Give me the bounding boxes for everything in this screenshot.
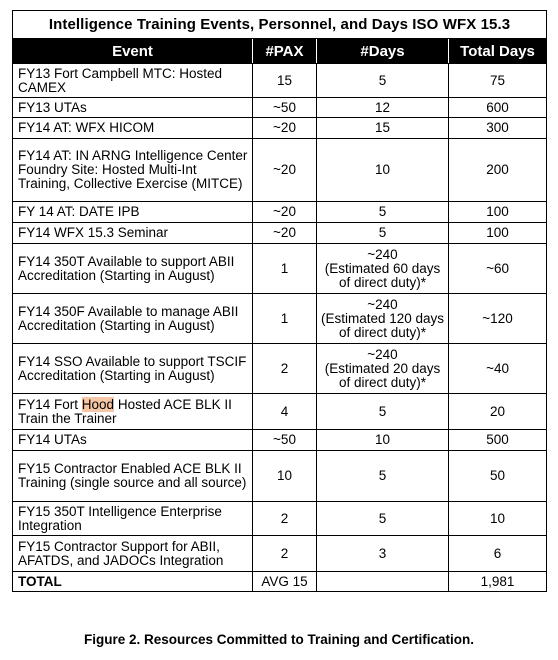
col-header-event: Event bbox=[13, 39, 253, 64]
pax-cell: 2 bbox=[253, 502, 317, 536]
event-cell: FY15 Contractor Support for ABII, AFATDS, and JADOCs Integration bbox=[13, 536, 253, 572]
days-cell bbox=[317, 344, 449, 394]
days-cell bbox=[317, 502, 449, 536]
days-cell bbox=[317, 294, 449, 344]
table-row bbox=[13, 118, 547, 139]
days-text: 5 bbox=[378, 510, 387, 526]
resources-table bbox=[12, 10, 547, 592]
days-cell bbox=[317, 64, 449, 98]
event-cell: FY13 Fort Campbell MTC: Hosted CAMEX bbox=[13, 64, 253, 98]
days-cell bbox=[317, 430, 449, 451]
total-days-cell: 20 bbox=[449, 394, 547, 430]
table-row bbox=[13, 98, 547, 118]
event-cell: FY14 WFX 15.3 Seminar bbox=[13, 223, 253, 244]
days-text: 15 bbox=[374, 120, 391, 135]
event-cell bbox=[13, 394, 253, 430]
event-cell: FY15 350T Intelligence Enterprise Integration bbox=[13, 502, 253, 536]
col-header-pax: #PAX bbox=[253, 39, 317, 64]
days-text: (Estimated 20 days bbox=[324, 360, 441, 376]
days-cell bbox=[317, 536, 449, 572]
pax-cell: 4 bbox=[253, 394, 317, 430]
table-row bbox=[13, 64, 547, 98]
pax-cell: 10 bbox=[253, 451, 317, 502]
table-row bbox=[13, 244, 547, 294]
total-pax: AVG 15 bbox=[253, 572, 317, 592]
days-text: 5 bbox=[378, 72, 387, 88]
table-row bbox=[13, 430, 547, 451]
pax-cell: ~20 bbox=[253, 223, 317, 244]
event-cell: FY 14 AT: DATE IPB bbox=[13, 202, 253, 223]
col-header-total-days: Total Days bbox=[449, 39, 547, 64]
total-label: TOTAL bbox=[13, 572, 253, 592]
days-text: (Estimated 60 days bbox=[324, 260, 441, 276]
days-text: 3 bbox=[378, 545, 387, 561]
total-days-blank bbox=[317, 572, 449, 592]
days-text: ~240 bbox=[367, 346, 398, 362]
event-cell: FY14 UTAs bbox=[13, 430, 253, 451]
highlighted-text: Hood bbox=[81, 396, 115, 412]
days-text: of direct duty)* bbox=[338, 374, 427, 390]
event-cell: FY14 350T Available to support ABII Accreditation (Starting in August) bbox=[13, 244, 253, 294]
days-text: 5 bbox=[378, 225, 387, 240]
days-text: 5 bbox=[378, 204, 387, 219]
total-days-cell: 100 bbox=[449, 223, 547, 244]
total-days-cell: 300 bbox=[449, 118, 547, 139]
table-row bbox=[13, 451, 547, 502]
days-cell bbox=[317, 139, 449, 202]
total-days-cell: 500 bbox=[449, 430, 547, 451]
days-cell bbox=[317, 223, 449, 244]
days-cell bbox=[317, 118, 449, 139]
col-header-days: #Days bbox=[317, 39, 449, 64]
pax-cell: 2 bbox=[253, 344, 317, 394]
total-days-cell: ~120 bbox=[449, 294, 547, 344]
event-text: FY14 Fort bbox=[18, 396, 82, 412]
total-days-cell: 600 bbox=[449, 98, 547, 118]
pax-cell: 1 bbox=[253, 294, 317, 344]
table-header-row bbox=[13, 39, 547, 64]
table-row bbox=[13, 294, 547, 344]
total-days-cell: 6 bbox=[449, 536, 547, 572]
event-text: Hosted ACE BLK II Train the Trainer bbox=[18, 396, 232, 426]
table-body bbox=[13, 64, 547, 592]
days-text: 5 bbox=[378, 468, 387, 483]
pax-cell: ~50 bbox=[253, 98, 317, 118]
table-row bbox=[13, 223, 547, 244]
table-row bbox=[13, 202, 547, 223]
table-row bbox=[13, 536, 547, 572]
pax-cell: 2 bbox=[253, 536, 317, 572]
pax-cell: ~20 bbox=[253, 202, 317, 223]
days-cell bbox=[317, 202, 449, 223]
pax-cell: ~20 bbox=[253, 139, 317, 202]
table-row bbox=[13, 394, 547, 430]
total-days-cell: 10 bbox=[449, 502, 547, 536]
days-text: (Estimated 120 days bbox=[320, 310, 445, 326]
event-cell: FY15 Contractor Enabled ACE BLK II Training (single source and all source) bbox=[13, 451, 253, 502]
days-text: 10 bbox=[374, 432, 391, 447]
days-text: of direct duty)* bbox=[338, 324, 427, 340]
days-text: 12 bbox=[374, 99, 391, 115]
days-text: 5 bbox=[378, 403, 387, 419]
table-row bbox=[13, 502, 547, 536]
total-days-cell: ~40 bbox=[449, 344, 547, 394]
days-text: 10 bbox=[374, 162, 391, 177]
resources-table-wrapper bbox=[12, 10, 546, 592]
days-cell bbox=[317, 98, 449, 118]
total-row bbox=[13, 572, 547, 592]
days-cell bbox=[317, 244, 449, 294]
event-cell: FY14 SSO Available to support TSCIF Accreditation (Starting in August) bbox=[13, 344, 253, 394]
event-cell: FY14 AT: WFX HICOM bbox=[13, 118, 253, 139]
pax-cell: 1 bbox=[253, 244, 317, 294]
pax-cell: ~50 bbox=[253, 430, 317, 451]
total-days-sum: 1,981 bbox=[449, 572, 547, 592]
figure-caption: Figure 2. Resources Committed to Training and Certification. bbox=[83, 632, 475, 647]
table-row bbox=[13, 344, 547, 394]
table-row bbox=[13, 139, 547, 202]
days-text: ~240 bbox=[367, 246, 398, 262]
total-days-cell: 200 bbox=[449, 139, 547, 202]
days-cell bbox=[317, 451, 449, 502]
total-days-cell: 50 bbox=[449, 451, 547, 502]
days-text: ~240 bbox=[367, 296, 398, 312]
event-cell: FY14 AT: IN ARNG Intelligence Center Foundry Site: Hosted Multi-Int Training, Collective Exercise (MITCE) bbox=[13, 139, 253, 202]
pax-cell: ~20 bbox=[253, 118, 317, 139]
days-text: of direct duty)* bbox=[338, 274, 427, 290]
event-cell: FY14 350F Available to manage ABII Accreditation (Starting in August) bbox=[13, 294, 253, 344]
days-cell bbox=[317, 394, 449, 430]
event-cell: FY13 UTAs bbox=[13, 98, 253, 118]
table-title: Intelligence Training Events, Personnel, and Days ISO WFX 15.3 bbox=[13, 11, 547, 39]
total-days-cell: ~60 bbox=[449, 244, 547, 294]
total-days-cell: 75 bbox=[449, 64, 547, 98]
total-days-cell: 100 bbox=[449, 202, 547, 223]
pax-cell: 15 bbox=[253, 64, 317, 98]
